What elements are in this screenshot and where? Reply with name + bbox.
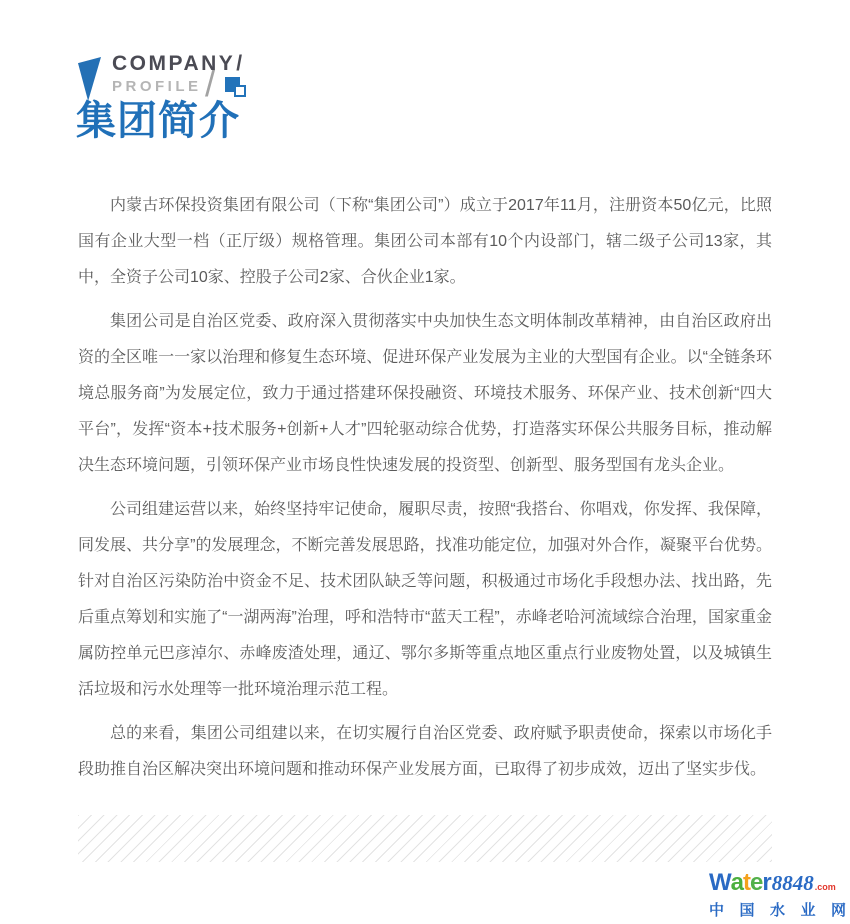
outlined-square-shape [234,85,246,97]
water8848-watermark-logo [709,869,846,920]
paragraph-1: 内蒙古环保投资集团有限公司（下称“集团公司”）成立于2017年11月，注册资本50亿元，比照国有企业大型一档（正厅级）规格管理。集团公司本部有10个内设部门，辖二级子公司13家，其中，全资子公司10家、控股子公司2家、合伙企业1家。 [78,197,772,286]
watermark-letter: W [709,869,731,896]
page-title: 集团简介 [76,99,240,143]
body-content [78,188,772,796]
brand-slash: / [236,52,245,75]
brand-line-company [112,52,245,76]
watermark-cn-char: 国 [739,902,755,919]
watermark-letter: r [762,869,771,896]
watermark-letter: a [730,869,744,896]
brand-company-text: COMPANY [112,52,236,75]
triangle-accent-mark [78,57,101,101]
watermark-chinese-name [709,899,846,920]
watermark-cn-char: 网 [830,902,846,919]
watermark-letter: t [743,869,751,896]
watermark-number: 8848 [771,871,814,895]
paragraph-3: 公司组建运营以来，始终坚持牢记使命，履职尽责，按照“我搭台、你唱戏，你发挥、我保障，同发展、共分享”的发展理念，不断完善发展思路，找准功能定位，加强对外合作，凝聚平台优势。针对自治区污染防治中资金不足、技术团队缺乏等问题，积极通过市场化手段想办法、找出路，先后重点筹划和实施了“一湖两海”治理，呼和浩特市“蓝天工程”，赤峰老哈河流域综合治理，国家重金属防控单元巴彦淖尔、赤峰废渣处理，通辽、鄂尔多斯等重点地区重点行业废物处置，以及城镇生活垃圾和污水处理等一批环境治理示范工程。 [78,501,772,698]
paragraph-4: 总的来看，集团公司组建以来，在切实履行自治区党委、政府赋予职责使命，探索以市场化手段助推自治区解决突出环境问题和推动环保产业发展方面，已取得了初步成效，迈出了坚实步伐。 [78,725,772,778]
brand-profile-text: PROFILE [112,78,202,95]
paragraph-2: 集团公司是自治区党委、政府深入贯彻落实中央加快生态文明体制改革精神，由自治区政府出资的全区唯一一家以治理和修复生态环境、促进环保产业发展为主业的大型国有企业。以“全链条环境总服务商”为发展定位，致力于通过搭建环保投融资、环境技术服务、环保产业、技术创新“四大平台”，发挥“资本+技术服务+创新+人才”四轮驱动综合优势，打造落实环保公共服务目标，推动解决生态环境问题，引领环保产业市场良性快速发展的投资型、创新型、服务型国有龙头企业。 [78,313,772,474]
watermark-cn-char: 水 [769,902,785,919]
watermark-tld: .com [814,882,836,892]
watermark-cn-char: 业 [800,902,816,919]
decorative-slash: / [205,63,216,104]
watermark-letter: e [750,869,763,896]
watermark-cn-char: 中 [709,902,725,919]
watermark-wordmark [709,869,846,897]
diagonal-hatch-band [78,815,772,862]
